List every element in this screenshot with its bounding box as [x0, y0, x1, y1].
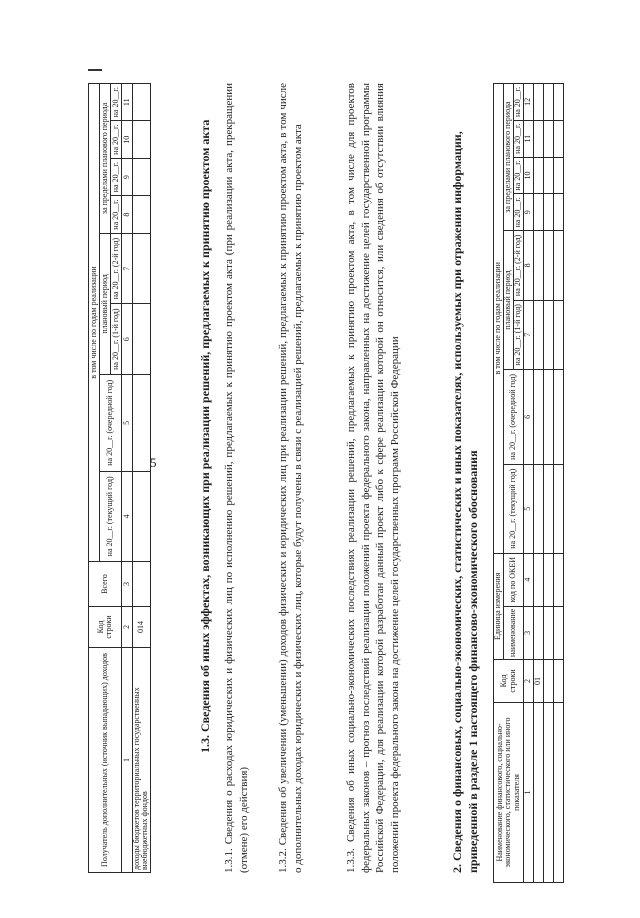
col-num: 7	[122, 233, 133, 304]
col-num: 11	[524, 120, 534, 157]
th-unit: Единица измерения	[494, 553, 504, 659]
table-cell	[554, 120, 564, 157]
table-cell	[544, 231, 554, 300]
table-cell	[534, 231, 544, 300]
th-beyond-year: на 20__г.	[514, 120, 524, 157]
paragraph-1-3-1: 1.3.1. Сведения о расходах юридических и физических лиц по исполнению решений, предлагаемых к принятию проектом акта (при реализации акта, прекращении (отмене) его действия)	[223, 83, 250, 873]
table-row	[534, 84, 544, 883]
table-cell	[554, 553, 564, 606]
th-beyond-year: на 20__г.	[111, 84, 122, 121]
table-cell	[544, 120, 554, 157]
table-cell	[534, 157, 544, 194]
col-num: 6	[122, 304, 133, 375]
col-num: 10	[524, 157, 534, 194]
col-num: 5	[524, 464, 534, 553]
col-num: 5	[122, 374, 133, 471]
table-cell	[554, 606, 564, 659]
th-plan-year-2: на 20__г. (2-й год)	[514, 231, 524, 300]
table-cell	[544, 660, 554, 703]
table-cell	[133, 158, 151, 195]
th-plan-year-1: на 20__г. (1-й год)	[111, 304, 122, 375]
col-num: 12	[524, 84, 534, 121]
table-cell	[534, 703, 544, 883]
col-num: 10	[122, 121, 133, 158]
paragraph-1-3-3: 1.3.3. Сведения об иных социально-экономических последствиях реализации решений, предлагаемых к принятию проектом акта, в том числе для проектов федеральных законов – прогноз последствий реализации положений проекта федерального закона, направленных на достижение целей государственной программы Российской Федерации, для реализации которой разработан данный проект либо к сфере реализации которой он относится, или сведения об отсутствии влияния положений проекта федерального закона на достижение целей государственных программ Российской Федерации	[345, 83, 401, 873]
col-num: 2	[524, 660, 534, 703]
row-code: 014	[133, 607, 151, 648]
table-cell	[544, 194, 554, 231]
revenue-table	[88, 83, 151, 873]
table-cell	[133, 562, 151, 607]
th-plan-period: плановый период	[100, 233, 111, 374]
section-heading-1-3: 1.3. Сведения об иных эффектах, возникающих при реализации решений, предлагаемых к принятию проектом акта	[198, 119, 212, 753]
col-num: 8	[122, 196, 133, 233]
col-num: 11	[122, 84, 133, 121]
table-cell	[554, 464, 564, 553]
table-cell	[544, 703, 554, 883]
table-cell	[554, 660, 564, 703]
table-cell	[554, 300, 564, 369]
table-cell	[534, 194, 544, 231]
table-cell	[544, 606, 554, 659]
row-code: 01	[534, 660, 544, 703]
col-num: 1	[524, 703, 534, 883]
th-in-years: в том числе по годам реализации	[494, 84, 504, 554]
th-next-year: на 20__г. (очередной год)	[100, 374, 122, 471]
col-num: 8	[524, 231, 534, 300]
col-num: 6	[524, 369, 534, 464]
th-plan-year-2: на 20__г. (2-й год)	[111, 233, 122, 304]
col-num: 2	[122, 607, 133, 648]
th-unit-name: наименование	[504, 606, 524, 659]
table-cell	[534, 553, 544, 606]
margin-mark	[88, 69, 102, 71]
table-cell	[133, 233, 151, 304]
th-beyond-year: на 20__г.	[111, 196, 122, 233]
table-row	[133, 84, 151, 873]
col-num: 3	[524, 606, 534, 659]
col-num: 9	[122, 158, 133, 195]
table-cell	[133, 121, 151, 158]
col-num: 1	[122, 648, 133, 873]
table-cell	[554, 231, 564, 300]
table-cell	[544, 157, 554, 194]
table-cell	[133, 471, 151, 561]
indicators-table	[493, 83, 564, 883]
th-beyond-year: на 20__г.	[514, 84, 524, 121]
table-row	[544, 84, 554, 883]
th-plan-year-1: на 20__г. (1-й год)	[514, 300, 524, 369]
th-beyond-year: на 20__г.	[514, 157, 524, 194]
th-indicator-name: Наименование финансового, социально-экономического, статистического или иного показателя	[494, 703, 524, 883]
th-in-years: в том числе по годам реализации	[89, 84, 100, 562]
th-beyond-year: на 20__г.	[514, 194, 524, 231]
table-cell	[534, 120, 544, 157]
table-cell	[554, 703, 564, 883]
table-cell	[133, 196, 151, 233]
table-cell	[544, 369, 554, 464]
th-current-year: на 20__г. (текущий год)	[504, 464, 524, 553]
table-cell	[544, 464, 554, 553]
th-unit-okei: код по ОКЕИ	[504, 553, 524, 606]
col-num: 7	[524, 300, 534, 369]
table-cell	[133, 84, 151, 121]
rotated-page-content	[88, 53, 633, 883]
row-label: доходы бюджетов территориальных государственных внебюджетных фондов	[133, 648, 151, 873]
table-cell	[554, 84, 564, 121]
table-cell	[133, 374, 151, 471]
th-beyond-plan: за пределами планового периода	[100, 84, 111, 234]
th-beyond-year: на 20__г.	[111, 121, 122, 158]
paragraph-1-3-2: 1.3.2. Сведения об увеличении (уменьшении) доходов физических и юридических лиц при реализации решений, предлагаемых к принятию проектом акта, в том числе о дополнительных доходах юридических и физических лиц, которые будут получены в связи с реализацией решений, предлагаемых к принятию проектом акта	[277, 83, 304, 873]
page-number: 5	[150, 455, 157, 470]
table-cell	[534, 300, 544, 369]
table-cell	[534, 369, 544, 464]
th-beyond-plan: за пределами планового периода	[504, 84, 514, 231]
section-heading-2: 2. Сведения о финансовых, социально-экономических, статистических и иных показателях, используемых при отражении информации, приведенной в разделе 1 настоящего финансово-экономического обоснования	[450, 131, 480, 873]
th-current-year: на 20__г. (текущий год)	[100, 471, 122, 561]
col-num: 4	[122, 471, 133, 561]
table-cell	[554, 194, 564, 231]
table-row	[554, 84, 564, 883]
th-beyond-year: на 20__г.	[111, 158, 122, 195]
table-cell	[544, 553, 554, 606]
col-num: 4	[524, 553, 534, 606]
table-cell	[133, 304, 151, 375]
table-cell	[534, 84, 544, 121]
table-cell	[544, 84, 554, 121]
col-num: 9	[524, 194, 534, 231]
th-code: Код строки	[89, 607, 122, 648]
table-cell	[554, 369, 564, 464]
th-recipient: Получатель дополнительных (источник выпадающих) доходов	[89, 648, 122, 873]
col-num: 3	[122, 562, 133, 607]
th-total: Всего	[89, 562, 122, 607]
table-cell	[534, 464, 544, 553]
th-plan-period: плановый период	[504, 231, 514, 370]
th-code: Код строки	[494, 660, 524, 703]
table-cell	[554, 157, 564, 194]
th-next-year: на 20__г. (очередной год)	[504, 369, 524, 464]
table-cell	[534, 606, 544, 659]
table-cell	[544, 300, 554, 369]
